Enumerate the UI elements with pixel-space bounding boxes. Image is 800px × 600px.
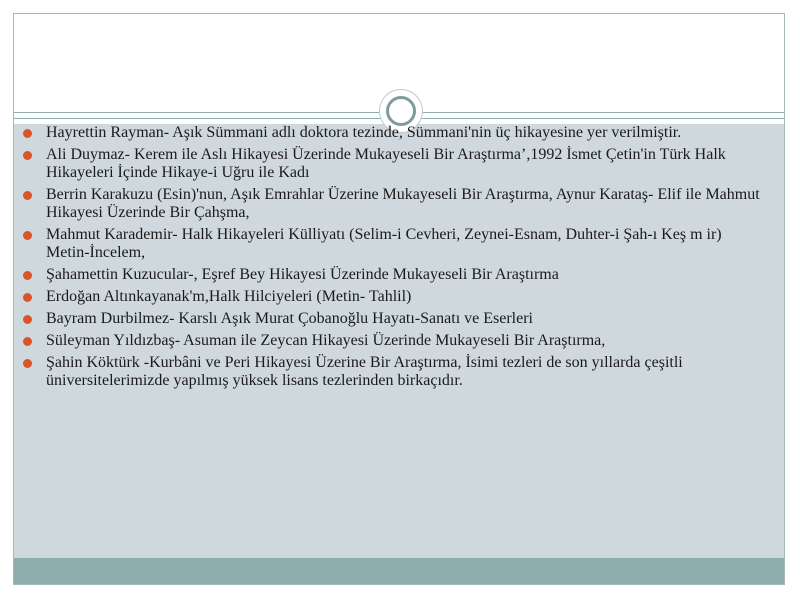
- bullet-icon: [23, 337, 32, 346]
- footer-bar: [14, 558, 784, 584]
- bullet-icon: [23, 359, 32, 368]
- list-item: [22, 310, 760, 328]
- bullet-icon: [23, 293, 32, 302]
- bullet-icon: [23, 191, 32, 200]
- bullet-icon: [23, 151, 32, 160]
- bullet-list: [22, 124, 760, 394]
- list-item-text: Şahin Köktürk -Kurbâni ve Peri Hikayesi Üzerine Bir Araştırma, İsimi tezleri de son yıllarda çeşitli üniversitelerimizde yapılmış yüksek lisans tezlerinden birkaçıdır.: [46, 354, 683, 389]
- list-item-text: Bayram Durbilmez- Karslı Aşık Murat Çobanoğlu Hayatı-Sanatı ve Eserleri: [46, 310, 533, 327]
- list-item: [22, 226, 760, 262]
- list-item-text: Berrin Karakuzu (Esin)'nun, Aşık Emrahlar Üzerine Mukayeseli Bir Araştırma, Aynur Karataş- Elif ile Mahmut Hikayesi Üzerinde Bir Çahşma,: [46, 186, 760, 221]
- list-item-text: Süleyman Yıldızbaş- Asuman ile Zeycan Hikayesi Üzerinde Mukayeseli Bir Araştırma,: [46, 332, 606, 349]
- list-item-text: Erdoğan Altınkayanak'm,Halk Hilciyeleri (Metin- Tahlil): [46, 288, 412, 305]
- list-item: [22, 186, 760, 222]
- list-item: [22, 266, 760, 284]
- list-item-text: Hayrettin Rayman- Aşık Sümmani adlı doktora tezinde, Sümmani'nin üç hikayesine yer verilmiştir.: [46, 124, 682, 141]
- bullet-icon: [23, 231, 32, 240]
- list-item: [22, 124, 760, 142]
- list-item: [22, 146, 760, 182]
- ring-icon: [386, 96, 416, 126]
- list-item: [22, 354, 760, 390]
- list-item: [22, 288, 760, 306]
- list-item-text: Şahamettin Kuzucular-, Eşref Bey Hikayesi Üzerinde Mukayeseli Bir Araştırma: [46, 266, 559, 283]
- list-item-text: Ali Duymaz- Kerem ile Aslı Hikayesi Üzerinde Mukayeseli Bir Araştırma’,1992 İsmet Çetin'in Türk Halk Hikayeleri İçinde Hikaye-i Uğru ile Kadı: [46, 146, 726, 181]
- bullet-icon: [23, 129, 32, 138]
- list-item: [22, 332, 760, 350]
- bullet-icon: [23, 271, 32, 280]
- list-item-text: Mahmut Karademir- Halk Hikayeleri Külliyatı (Selim-i Cevheri, Zeyneі-Esnam, Duhter-i Şah-ı Keş m ir) Metin-İncelem,: [46, 226, 722, 261]
- bullet-icon: [23, 315, 32, 324]
